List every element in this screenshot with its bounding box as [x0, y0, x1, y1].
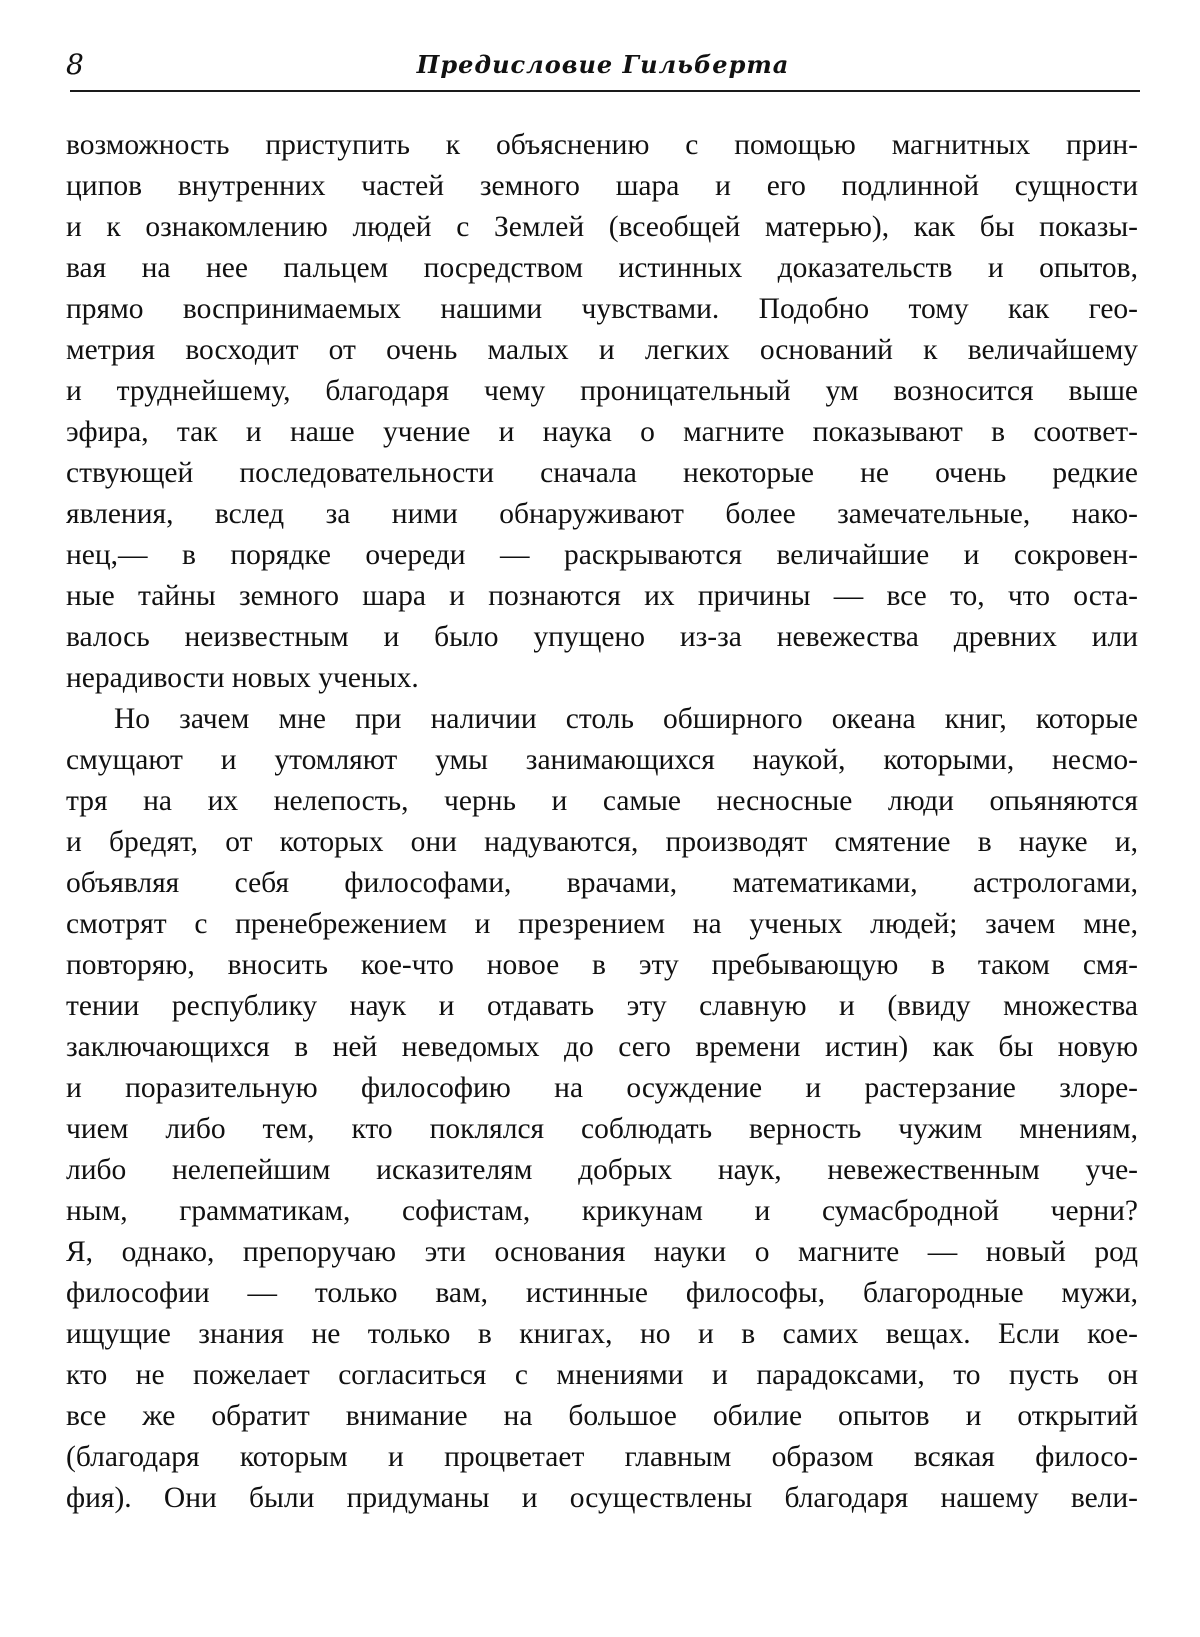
text-line: Но зачем мне при наличии столь обширного океана книг, которые [114, 703, 1138, 735]
text-line: и к ознакомлению людей с Землей (всеобщей матерью), как бы показы- [66, 211, 1138, 243]
text-line: и поразительную философию на осуждение и растерзание злоре- [66, 1072, 1138, 1104]
text-line: заключающихся в ней неведомых до сего времени истин) как бы новую [66, 1031, 1138, 1063]
body-text [66, 125, 1138, 1519]
text-line: ные тайны земного шара и познаются их причины — все то, что оста- [66, 580, 1138, 612]
text-line: и бредят, от которых они надуваются, производят смятение в науке и, [66, 826, 1138, 858]
header-rule [70, 90, 1140, 92]
page-header [66, 40, 1140, 90]
text-line: философии — только вам, истинные философы, благородные мужи, [66, 1277, 1138, 1309]
text-line: нец,— в порядке очереди — раскрываются величайшие и сокровен- [66, 539, 1138, 571]
text-line: эфира, так и наше учение и наука о магните показывают в соответ- [66, 416, 1138, 448]
text-line: либо нелепейшим исказителям добрых наук, невежественным уче- [66, 1154, 1138, 1186]
text-line: ствующей последовательности сначала некоторые не очень редкие [66, 457, 1138, 489]
text-line: тря на их нелепость, чернь и самые несносные люди опьяняются [66, 785, 1138, 817]
text-line: чием либо тем, кто поклялся соблюдать верность чужим мнениям, [66, 1113, 1138, 1145]
text-line: ципов внутренних частей земного шара и его подлинной сущности [66, 170, 1138, 202]
running-title: Предисловие Гильберта [416, 50, 790, 79]
paragraph [66, 125, 1138, 699]
text-line: валось неизвестным и было упущено из-за невежества древних или [66, 621, 1138, 653]
text-line: повторяю, вносить кое-что новое в эту пребывающую в таком смя- [66, 949, 1138, 981]
text-line: (благодаря которым и процветает главным образом всякая филосо- [66, 1441, 1138, 1473]
text-line: тении республику наук и отдавать эту славную и (ввиду множества [66, 990, 1138, 1022]
text-line: объявляя себя философами, врачами, математиками, астрологами, [66, 867, 1138, 899]
text-line: ным, грамматикам, софистам, крикунам и сумасбродной черни? [66, 1195, 1138, 1227]
text-line: метрия восходит от очень малых и легких оснований к величайшему [66, 334, 1138, 366]
text-line: нерадивости новых ученых. [66, 662, 419, 694]
text-line: возможность приступить к объяснению с помощью магнитных прин- [66, 129, 1138, 161]
text-line: Я, однако, препоручаю эти основания науки о магните — новый род [66, 1236, 1138, 1268]
text-line: ищущие знания не только в книгах, но и в самих вещах. Если кое- [66, 1318, 1138, 1350]
page-number: 8 [66, 48, 84, 81]
text-line: вая на нее пальцем посредством истинных доказательств и опытов, [66, 252, 1138, 284]
text-line: и труднейшему, благодаря чему проницательный ум возносится выше [66, 375, 1138, 407]
text-line: смотрят с пренебрежением и презрением на ученых людей; зачем мне, [66, 908, 1138, 940]
text-line: все же обратит внимание на большое обилие опытов и открытий [66, 1400, 1138, 1432]
text-line: смущают и утомляют умы занимающихся наукой, которыми, несмо- [66, 744, 1138, 776]
text-line: фия). Они были придуманы и осуществлены благодаря нашему вели- [66, 1482, 1138, 1514]
text-line: прямо воспринимаемых нашими чувствами. Подобно тому как гео- [66, 293, 1138, 325]
text-line: кто не пожелает согласиться с мнениями и парадоксами, то пусть он [66, 1359, 1138, 1391]
text-line: явления, вслед за ними обнаруживают более замечательные, нако- [66, 498, 1138, 530]
paragraph [66, 699, 1138, 1519]
